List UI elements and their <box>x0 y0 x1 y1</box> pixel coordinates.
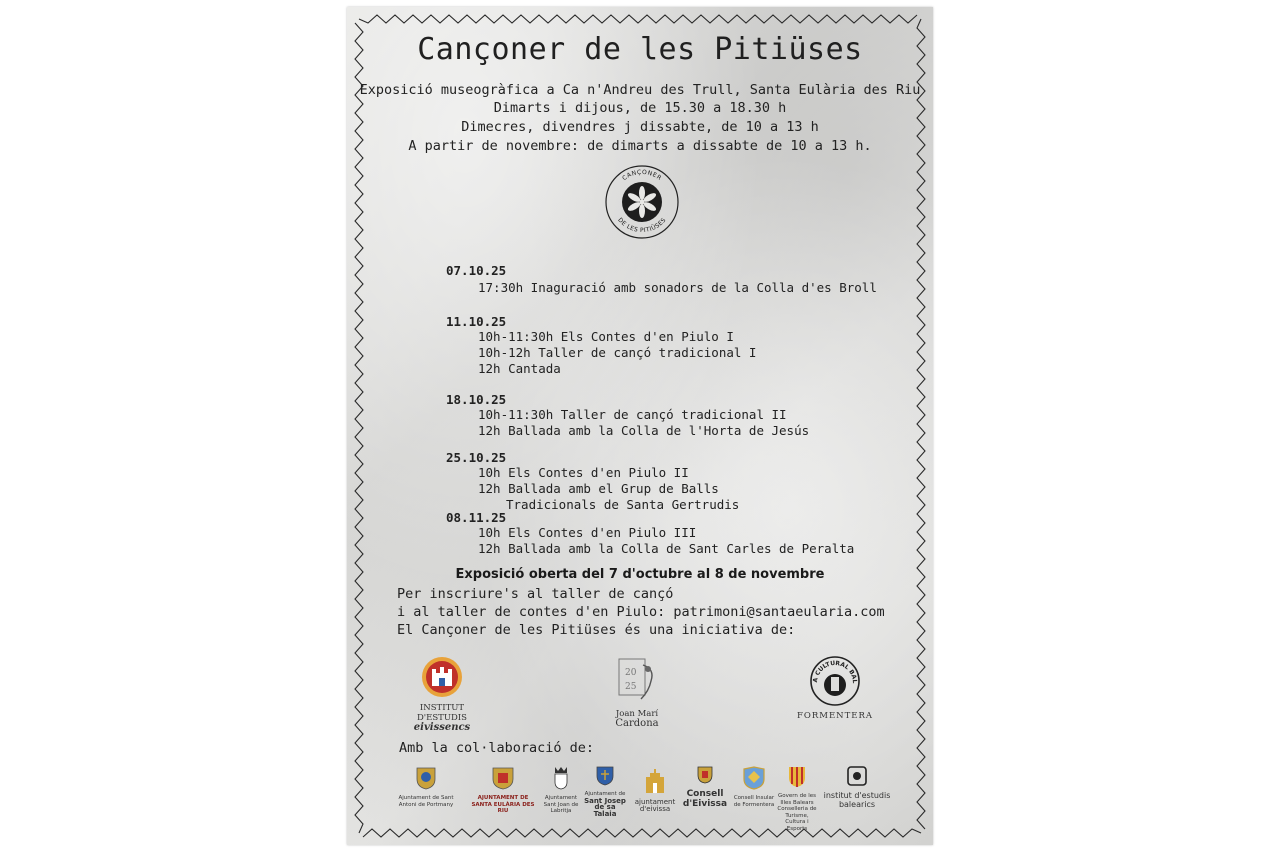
sponsor-caption: Sant Josep <box>584 796 626 805</box>
exhibition-dates: Exposició oberta del 7 d'octubre al 8 de novembre <box>455 567 825 582</box>
signup-line: Per inscriure's al taller de cançó <box>397 586 674 602</box>
poster-title: Cançoner de les Pitiüses <box>417 32 863 67</box>
sponsor-caption: ajuntament <box>634 798 676 806</box>
jmc-caption-1: Joan Marí <box>615 709 659 719</box>
schedule-item: 12h Cantada <box>478 361 561 376</box>
sponsor-caption: SANTA EULÀRIA DES RIU <box>471 801 535 814</box>
sponsor-consell-formentera <box>731 765 777 808</box>
sponsor-caption: AJUNTAMENT DE <box>477 795 529 801</box>
sponsor-sant-antoni <box>395 765 457 808</box>
sponsor-caption: institut d'estudis <box>823 791 891 800</box>
ieb-shield-icon <box>420 655 464 699</box>
sponsor-govern-balears <box>775 765 819 832</box>
sponsor-caption: balearics <box>838 800 876 809</box>
zigzag-edge <box>359 15 917 23</box>
castle-icon <box>641 765 669 795</box>
schedule-item: 12h Ballada amb la Colla de l'Horta de Jesús <box>478 423 810 438</box>
sponsor-institut-estudis-balearics <box>819 765 895 809</box>
ocb-ring-text: A CULTURAL BAL <box>811 659 859 684</box>
sponsor-consell-eivissa <box>679 765 731 809</box>
info-line-hours-2: Dimecres, divendres j dissabte, de 10 a 13 h <box>461 119 819 135</box>
info-line-hours-1: Dimarts i dijous, de 15.30 a 18.30 h <box>493 100 787 116</box>
sponsor-caption: Conselleria de Turisme, <box>777 806 817 819</box>
signup-line-email: i al taller de contes d'en Piulo: patrimoni@santaeularia.com <box>397 604 885 620</box>
schedule-day <box>446 510 854 557</box>
schedule-day <box>446 450 739 513</box>
initiative-line: El Cançoner de les Pitiüses és una iniciativa de: <box>397 622 796 638</box>
collaboration-title: Amb la col·laboració de: <box>399 740 595 756</box>
sponsor-caption: de Formentera <box>733 801 775 808</box>
institut-estudis-eivissencs-logo <box>397 655 487 733</box>
shield-icon <box>594 765 616 787</box>
portrait-year-icon <box>615 655 659 705</box>
ieb-caption-2: D'ESTUDIS <box>416 713 467 723</box>
sponsor-caption: Ajuntament <box>544 795 578 801</box>
obra-cultural-balear-logo <box>795 655 875 721</box>
schedule-item: 10h-12h Taller de cançó tradicional I <box>478 345 757 360</box>
sponsor-caption: d'eivissa <box>639 804 671 813</box>
sponsor-sant-joan <box>543 765 579 815</box>
sponsor-caption: de sa Talaia <box>593 803 617 818</box>
schedule-date: 07.10.25 <box>446 263 507 278</box>
zigzag-edge <box>363 829 921 837</box>
joan-mari-cardona-logo <box>592 655 682 729</box>
ocb-caption: FORMENTERA <box>796 711 874 721</box>
schedule-item: 12h Ballada amb el Grup de Balls <box>478 481 719 496</box>
sponsor-caption: Consell Insular <box>733 795 775 801</box>
shield-icon <box>414 765 438 791</box>
sponsor-caption: d'Eivissa <box>682 799 728 809</box>
schedule-date: 18.10.25 <box>446 392 507 407</box>
info-line-hours-3: A partir de novembre: de dimarts a dissabte de 10 a 13 h. <box>408 138 872 154</box>
schedule-item: 10h-11:30h Els Contes d'en Piulo I <box>478 329 734 344</box>
schedule-day <box>446 314 756 377</box>
schedule-date: 11.10.25 <box>446 314 507 329</box>
ieb-caption-3: eivissencs <box>413 722 471 733</box>
sponsor-caption: Ajuntament de <box>584 791 626 797</box>
sponsor-caption: Sant Joan de Labritja <box>543 801 579 814</box>
jmc-caption-2: Cardona <box>615 718 659 729</box>
sponsor-caption: Govern de les <box>777 793 817 799</box>
sponsor-caption: Cultura i Esports <box>785 819 809 832</box>
emblem-top-text: CANÇONER <box>621 168 663 183</box>
year-top: 20 <box>625 668 637 678</box>
sponsor-sant-josep <box>583 765 627 817</box>
schedule-item: 10h Els Contes d'en Piulo II <box>478 465 689 480</box>
sponsor-caption: Consell <box>686 789 724 799</box>
shield-icon <box>742 765 766 791</box>
emblem-bottom-text: DE LES PITIÜSES <box>616 216 668 235</box>
schedule-item: 10h Els Contes d'en Piulo III <box>478 525 697 540</box>
info-line-venue: Exposició museogràfica a Ca n'Andreu des Trull, Santa Eulària des Riu <box>359 82 921 98</box>
schedule-date: 08.11.25 <box>446 510 507 525</box>
svg-text:CANÇONER <box>621 169 663 182</box>
sponsor-ajuntament-eivissa <box>631 765 679 812</box>
schedule-day <box>446 392 809 439</box>
sponsor-caption: Illes Balears <box>780 799 814 806</box>
crown-shield-icon <box>552 765 570 791</box>
schedule-date: 25.10.25 <box>446 450 507 465</box>
event-poster <box>347 7 933 845</box>
shield-icon <box>490 765 516 791</box>
schedule-item: 12h Ballada amb la Colla de Sant Carles de Peralta <box>478 541 855 556</box>
schedule-item: 10h-11:30h Taller de cançó tradicional II <box>478 407 787 422</box>
schedule-day <box>446 263 877 296</box>
schedule-item: Tradicionals de Santa Gertrudis <box>506 497 740 512</box>
shield-icon <box>696 765 714 785</box>
ieb-square-icon <box>846 765 868 787</box>
ocb-badge-icon <box>809 655 861 707</box>
ieb-caption-1: INSTITUT <box>419 703 465 713</box>
sponsor-santa-eularia <box>467 765 539 815</box>
canconer-emblem-logo <box>604 164 680 240</box>
year-bottom: 25 <box>625 682 637 692</box>
schedule-item: 17:30h Inaguració amb sonadors de la Colla d'es Broll <box>478 280 877 295</box>
flag-shield-icon <box>787 765 807 789</box>
sponsor-caption: Ajuntament de Sant Antoni de Portmany <box>398 795 454 808</box>
